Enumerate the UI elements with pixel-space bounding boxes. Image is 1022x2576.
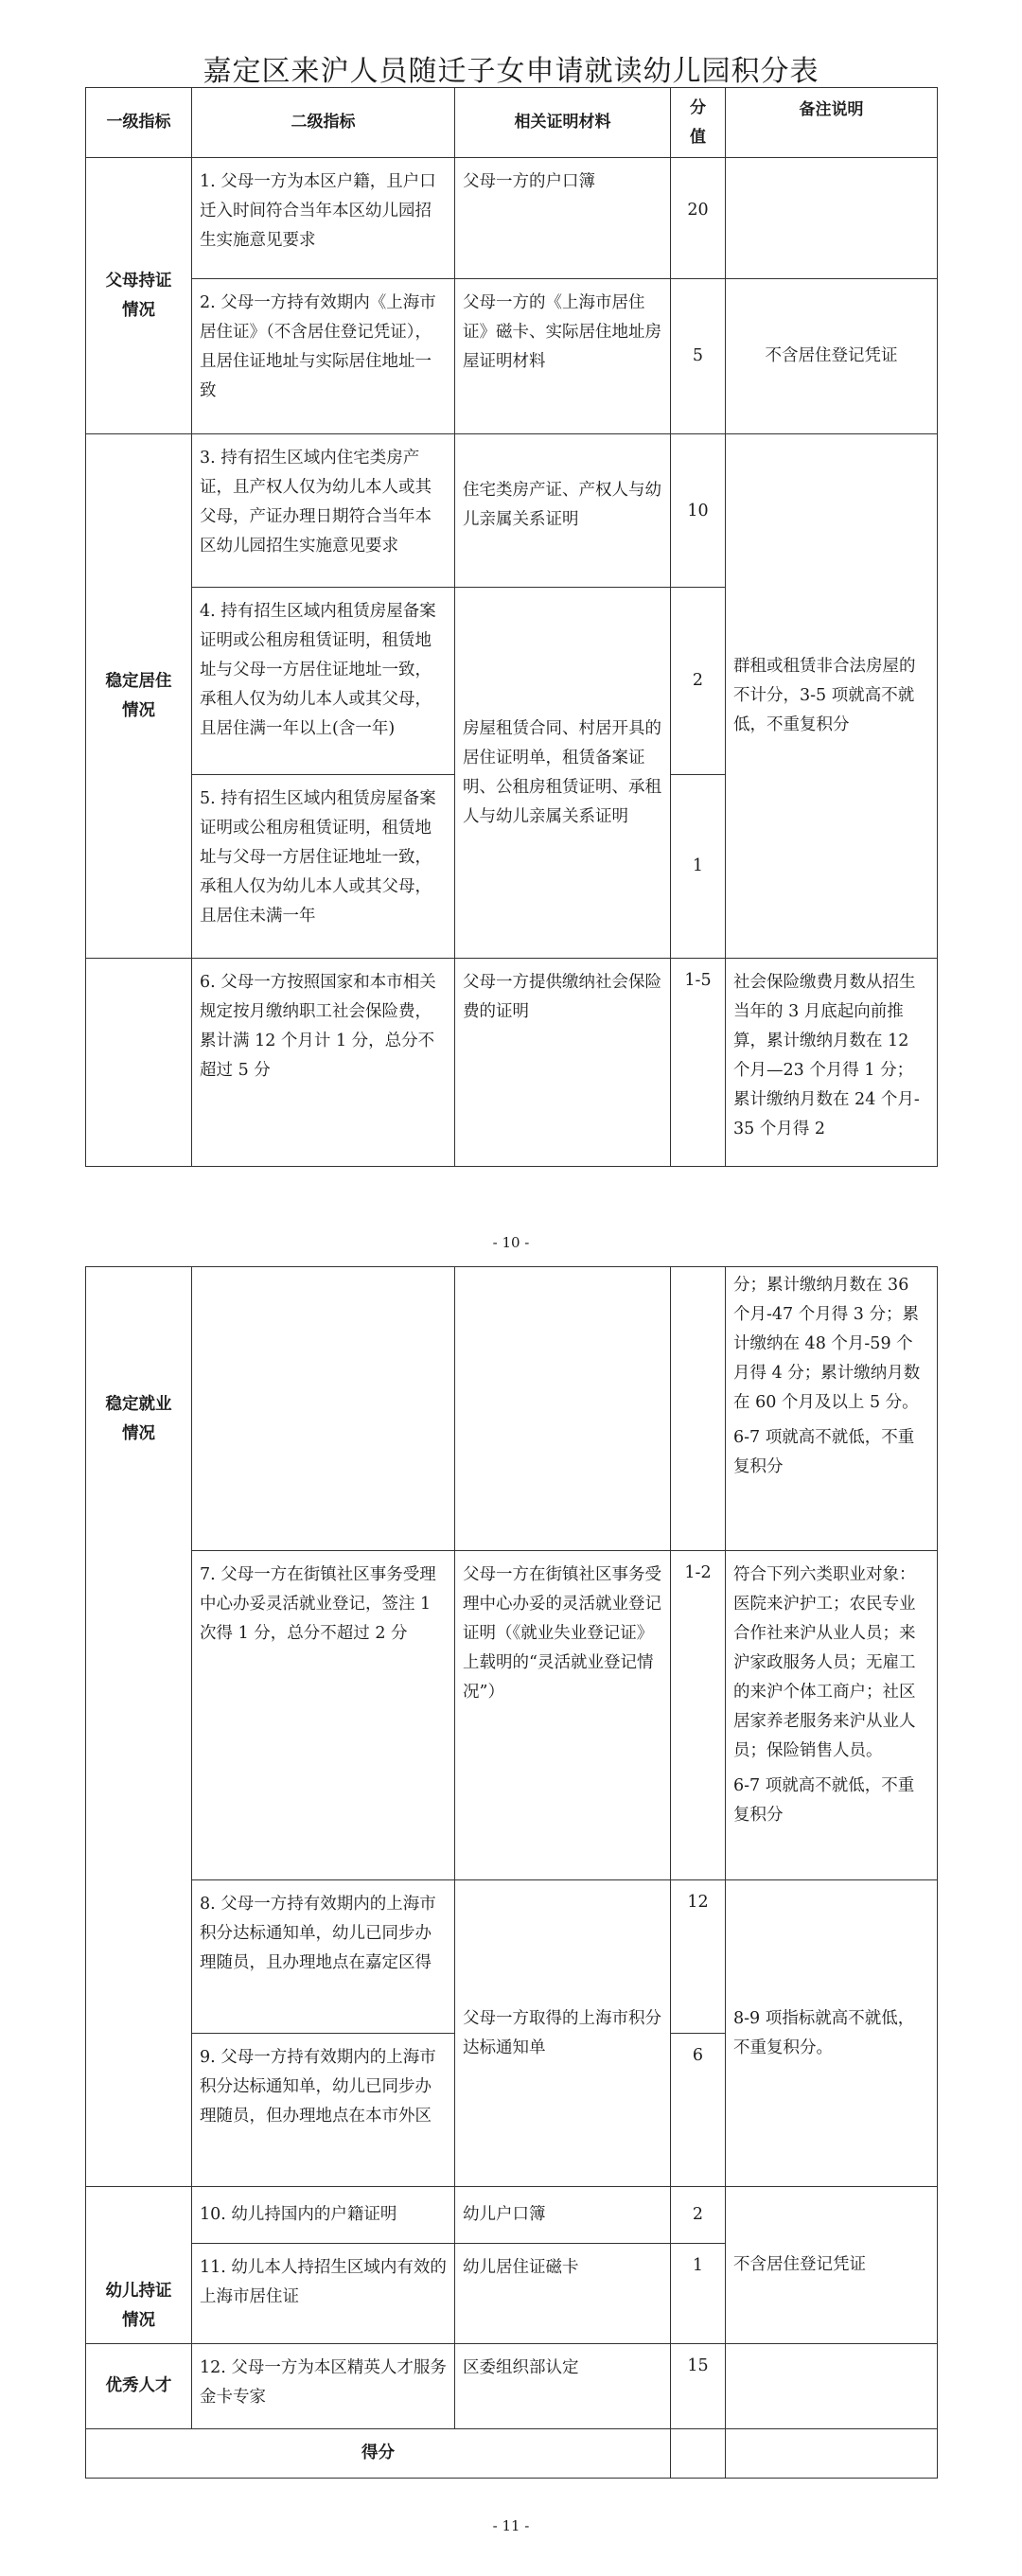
header-score (671, 88, 726, 158)
item-8: 8. 父母一方持有效期内的上海市积分达标通知单，幼儿已同步办理随员，且办理地点在嘉定区得 (192, 1880, 455, 2034)
remark-3-5: 群租或租赁非合法房屋的不计分，3-5 项就高不就低，不重复积分 (726, 434, 938, 959)
score-6-cont (671, 1267, 726, 1551)
header-level2: 二级指标 (192, 88, 455, 158)
item-5: 5. 持有招生区域内租赁房屋备案证明或公租房租赁证明，租赁地址与父母一方居住证地址一致，承租人仅为幼儿本人或其父母，且居住未满一年 (192, 775, 455, 959)
material-1: 父母一方的户口簿 (455, 158, 671, 279)
item-6: 6. 父母一方按照国家和本市相关规定按月缴纳职工社会保险费，累计满 12 个月计 1 分，总分不超过 5 分 (192, 959, 455, 1167)
category-label: 父母持证 情况 (105, 271, 172, 320)
page-number: - 11 - (492, 2517, 530, 2534)
score-6: 1-5 (671, 959, 726, 1167)
header-score-text: 分 值 (690, 97, 706, 147)
remark-6-cont-note: 6-7 项就高不就低，不重复积分 (733, 1428, 915, 1476)
material-6: 父母一方提供缴纳社会保险费的证明 (455, 959, 671, 1167)
remark-7-note: 6-7 项就高不就低，不重复积分 (733, 1776, 915, 1825)
category-stable-residence (86, 434, 192, 959)
remark-6-cont-text: 分；累计缴纳月数在 36 个月-47 个月得 3 分；累计缴纳在 48 个月-59 个月得 4 分；累计缴纳月数在 60 个月及以上 5 分。 (733, 1276, 921, 1412)
table-row (86, 2187, 938, 2244)
total-remark (726, 2429, 938, 2479)
total-row (86, 2429, 938, 2479)
item-6-cont (192, 1267, 455, 1551)
material-10: 幼儿户口簿 (455, 2187, 671, 2244)
score-7: 1-2 (671, 1551, 726, 1880)
header-level1: 一级指标 (86, 88, 192, 158)
category-talent: 优秀人才 (86, 2344, 192, 2429)
category-label: 稳定居住 情况 (105, 671, 172, 720)
header-materials: 相关证明材料 (455, 88, 671, 158)
score-12: 15 (671, 2344, 726, 2429)
item-11: 11. 幼儿本人持招生区域内有效的上海市居住证 (192, 2244, 455, 2344)
score-5: 1 (671, 775, 726, 959)
item-1: 1. 父母一方为本区户籍，且户口迁入时间符合当年本区幼儿园招生实施意见要求 (192, 158, 455, 279)
score-table-page-11 (85, 1266, 938, 2479)
item-4: 4. 持有招生区域内租赁房屋备案证明或公租房租赁证明，租赁地址与父母一方居住证地址一致，承租人仅为幼儿本人或其父母，且居住满一年以上(含一年) (192, 588, 455, 775)
material-11: 幼儿居住证磁卡 (455, 2244, 671, 2344)
remark-8-9: 8-9 项指标就高不就低，不重复积分。 (726, 1880, 938, 2187)
remark-7 (726, 1551, 938, 1880)
category-stable-employment (86, 1267, 192, 2187)
document-title: 嘉定区来沪人员随迁子女申请就读幼儿园积分表 (203, 55, 819, 88)
category-child-permit (86, 2187, 192, 2344)
remark-10-11: 不含居住登记凭证 (726, 2187, 938, 2344)
material-12: 区委组织部认定 (455, 2344, 671, 2429)
remark-1 (726, 158, 938, 279)
table-row (86, 1880, 938, 2034)
item-7: 7. 父母一方在街镇社区事务受理中心办妥灵活就业登记，签注 1 次得 1 分，总分不超过 2 分 (192, 1551, 455, 1880)
table-row (86, 1551, 938, 1880)
remark-2: 不含居住登记凭证 (726, 279, 938, 434)
material-4-5: 房屋租赁合同、村居开具的居住证明单，租赁备案证明、公租房租赁证明、承租人与幼儿亲属关系证明 (455, 588, 671, 959)
item-9: 9. 父母一方持有效期内的上海市积分达标通知单，幼儿已同步办理随员，但办理地点在本市外区 (192, 2034, 455, 2187)
category-parent-permit (86, 158, 192, 434)
total-score (671, 2429, 726, 2479)
item-3: 3. 持有招生区域内住宅类房产证，且产权人仅为幼儿本人或其父母，产证办理日期符合当年本区幼儿园招生实施意见要求 (192, 434, 455, 588)
score-11: 1 (671, 2244, 726, 2344)
table-header-row (86, 88, 938, 158)
item-2: 2. 父母一方持有效期内《上海市居住证》（不含居住登记凭证），且居住证地址与实际居住地址一致 (192, 279, 455, 434)
item-10: 10. 幼儿持国内的户籍证明 (192, 2187, 455, 2244)
table-row (86, 158, 938, 279)
remark-6: 社会保险缴费月数从招生当年的 3 月底起向前推算，累计缴纳月数在 12 个月—23 个月得 1 分；累计缴纳月数在 24 个月-35 个月得 2 (726, 959, 938, 1167)
table-row (86, 959, 938, 1167)
material-7: 父母一方在街镇社区事务受理中心办妥的灵活就业登记证明（《就业失业登记证》上载明的“灵活就业登记情况”） (455, 1551, 671, 1880)
item-12: 12. 父母一方为本区精英人才服务金卡专家 (192, 2344, 455, 2429)
score-2: 5 (671, 279, 726, 434)
score-3: 10 (671, 434, 726, 588)
material-2: 父母一方的《上海市居住证》磁卡、实际居住地址房屋证明材料 (455, 279, 671, 434)
category-stable-employment-cell (86, 959, 192, 1167)
score-10: 2 (671, 2187, 726, 2244)
score-9: 6 (671, 2034, 726, 2187)
score-8: 12 (671, 1880, 726, 2034)
material-6-cont (455, 1267, 671, 1551)
category-label: 稳定就业 情况 (105, 1395, 172, 1443)
table-row (86, 2344, 938, 2429)
page-number: - 10 - (492, 1234, 530, 1251)
material-3: 住宅类房产证、产权人与幼儿亲属关系证明 (455, 434, 671, 588)
table-row (86, 434, 938, 588)
remark-7-text: 符合下列六类职业对象：医院来沪护工；农民专业合作社来沪从业人员；来沪家政服务人员；无雇工的来沪个体工商户；社区居家养老服务来沪从业人员；保险销售人员。 (733, 1565, 916, 1760)
header-remarks: 备注说明 (726, 88, 938, 158)
table-row (86, 279, 938, 434)
score-1: 20 (671, 158, 726, 279)
remark-12 (726, 2344, 938, 2429)
material-8-9: 父母一方取得的上海市积分达标通知单 (455, 1880, 671, 2187)
remark-6-cont (726, 1267, 938, 1551)
score-table-page-10 (85, 87, 938, 1167)
total-label: 得分 (86, 2429, 671, 2479)
table-row (86, 1267, 938, 1551)
score-4: 2 (671, 588, 726, 775)
category-label: 幼儿持证 情况 (105, 2282, 172, 2330)
